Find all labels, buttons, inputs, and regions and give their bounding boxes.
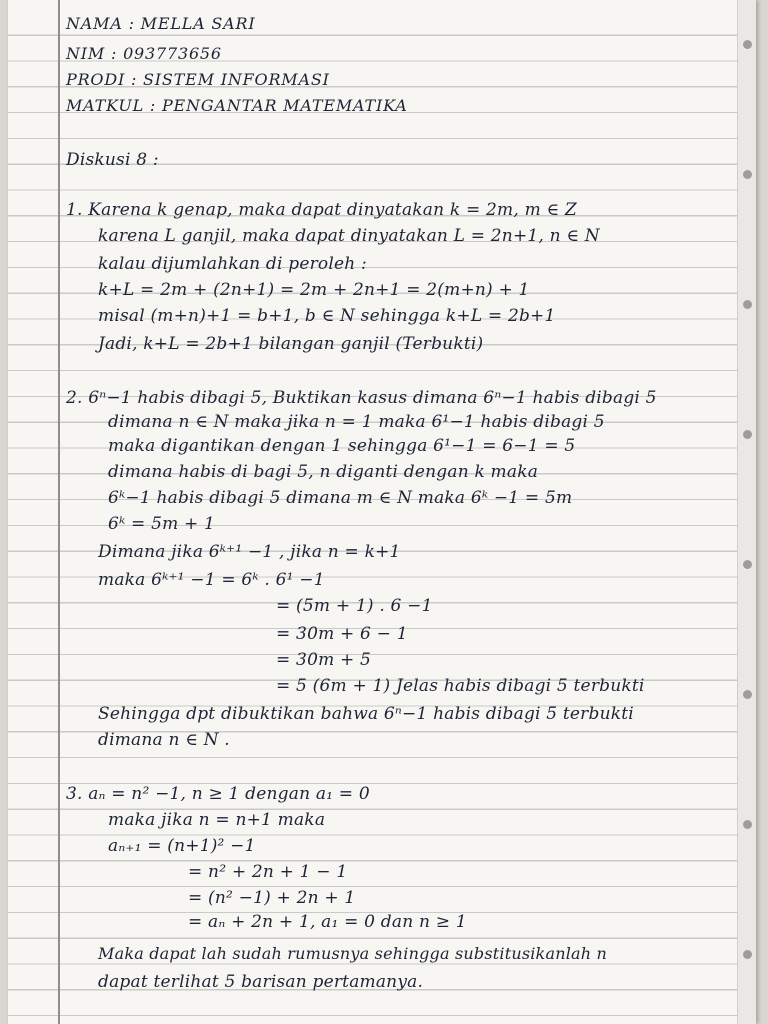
problem3-step: = n² + 2n + 1 − 1 xyxy=(188,862,348,882)
problem1-line: k+L = 2m + (2n+1) = 2m + 2n+1 = 2(m+n) + 1 xyxy=(98,280,530,300)
problem2-step: = (5m + 1) . 6 −1 xyxy=(276,596,433,616)
binder-hole xyxy=(743,690,752,699)
problem3-step: = aₙ + 2n + 1, a₁ = 0 dan n ≥ 1 xyxy=(188,912,467,932)
problem1-line: misal (m+n)+1 = b+1, b ∈ N sehingga k+L = 2b+1 xyxy=(98,306,556,326)
problem2-line: dimana n ∈ N . xyxy=(98,730,230,750)
problem3-line: maka jika n = n+1 maka xyxy=(108,810,326,830)
problem2-line: 2. 6ⁿ−1 habis dibagi 5, Buktikan kasus dimana 6ⁿ−1 habis dibagi 5 xyxy=(66,388,657,408)
problem2-line: maka 6ᵏ⁺¹ −1 = 6ᵏ . 6¹ −1 xyxy=(98,570,325,590)
notebook-page xyxy=(8,0,756,1024)
binder-hole xyxy=(743,820,752,829)
problem3-line: Maka dapat lah sudah rumusnya sehingga substitusikanlah n xyxy=(98,944,608,963)
problem3-line: aₙ₊₁ = (n+1)² −1 xyxy=(108,836,256,856)
problem2-step: = 5 (6m + 1) Jelas habis dibagi 5 terbukti xyxy=(276,676,645,696)
discussion-title: Diskusi 8 : xyxy=(66,150,159,170)
course-name: MATKUL : PENGANTAR MATEMATIKA xyxy=(66,96,408,115)
binder-hole xyxy=(743,950,752,959)
problem2-line: Sehingga dpt dibuktikan bahwa 6ⁿ−1 habis dibagi 5 terbukti xyxy=(98,704,634,724)
problem3-line: 3. aₙ = n² −1, n ≥ 1 dengan a₁ = 0 xyxy=(66,784,370,804)
binder-hole xyxy=(743,170,752,179)
student-nim: NIM : 093773656 xyxy=(66,44,222,63)
problem2-line: 6ᵏ−1 habis dibagi 5 dimana m ∈ N maka 6ᵏ −1 = 5m xyxy=(108,488,573,508)
margin-line xyxy=(58,0,60,1024)
problem1-line: kalau dijumlahkan di peroleh : xyxy=(98,254,367,274)
binder-hole xyxy=(743,300,752,309)
problem2-line: maka digantikan dengan 1 sehingga 6¹−1 = 6−1 = 5 xyxy=(108,436,576,456)
problem2-line: 6ᵏ = 5m + 1 xyxy=(108,514,216,534)
problem3-line: dapat terlihat 5 barisan pertamanya. xyxy=(98,972,424,992)
problem2-line: Dimana jika 6ᵏ⁺¹ −1 , jika n = k+1 xyxy=(98,542,401,562)
binder-hole xyxy=(743,40,752,49)
problem2-line: dimana habis di bagi 5, n diganti dengan k maka xyxy=(108,462,539,482)
problem1-line: karena L ganjil, maka dapat dinyatakan L = 2n+1, n ∈ N xyxy=(98,226,600,246)
problem2-step: = 30m + 5 xyxy=(276,650,372,670)
problem2-line: dimana n ∈ N maka jika n = 1 maka 6¹−1 habis dibagi 5 xyxy=(108,412,605,432)
problem2-step: = 30m + 6 − 1 xyxy=(276,624,408,644)
binder-hole xyxy=(743,560,752,569)
problem3-step: = (n² −1) + 2n + 1 xyxy=(188,888,356,908)
binder-hole xyxy=(743,430,752,439)
problem1-line: 1. Karena k genap, maka dapat dinyatakan k = 2m, m ∈ Z xyxy=(66,200,577,220)
binder-holes xyxy=(737,0,756,1024)
problem1-line: Jadi, k+L = 2b+1 bilangan ganjil (Terbukti) xyxy=(98,334,484,354)
student-name: NAMA : MELLA SARI xyxy=(66,14,256,33)
student-prodi: PRODI : SISTEM INFORMASI xyxy=(66,70,330,89)
